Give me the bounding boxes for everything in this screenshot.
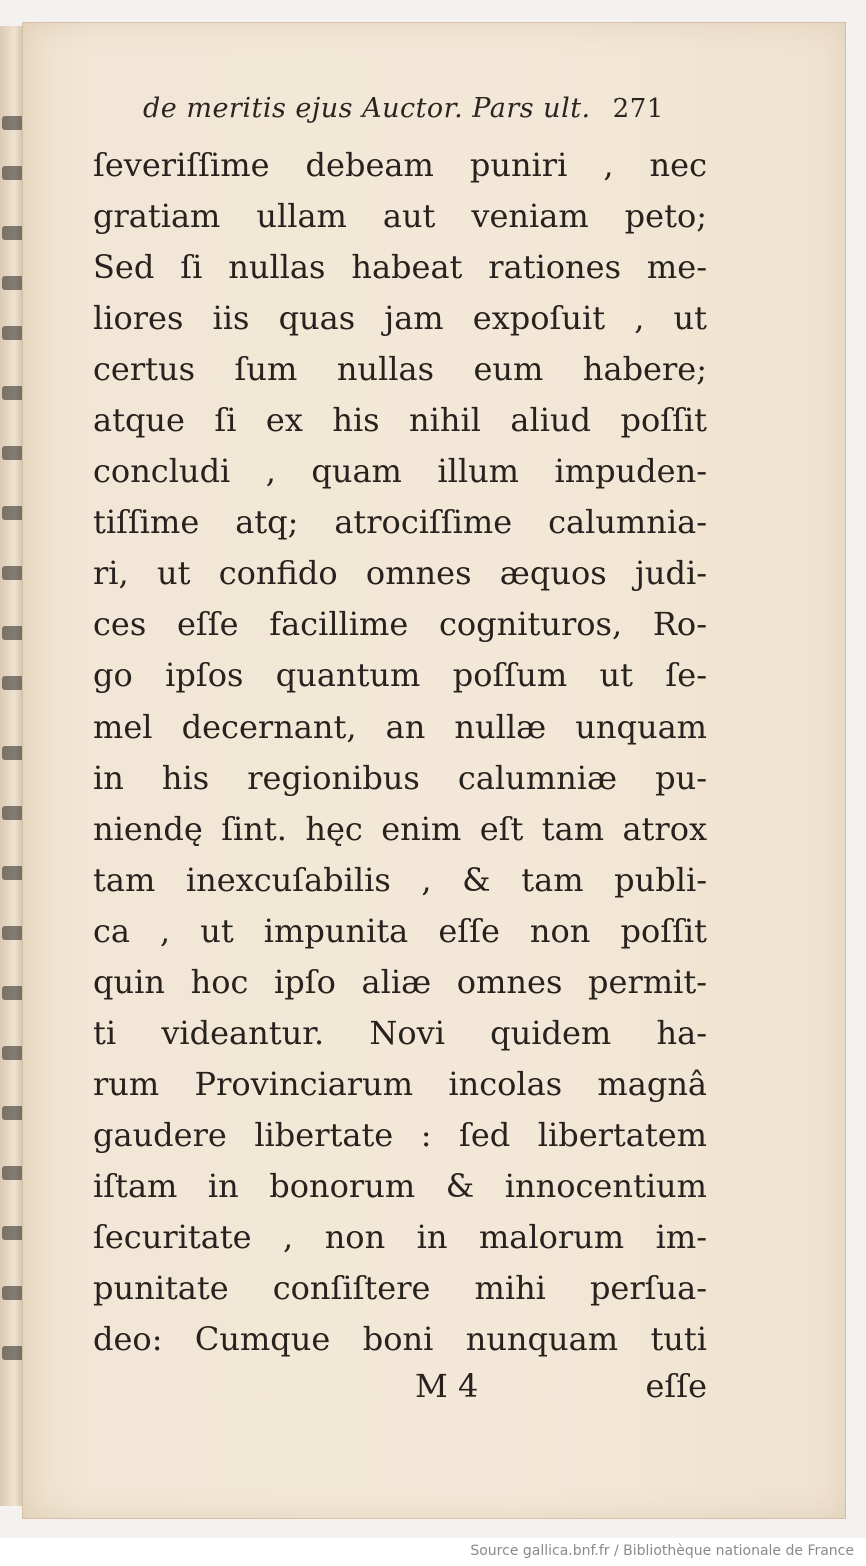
text-line: ſeveriſſime debeam puniri , nec [93,146,707,184]
page-number: 271 [612,94,664,124]
text-line: deo: Cumque boni nunquam tuti [93,1320,707,1359]
text-line: atque ſi ex his nihil aliud poſſit [93,401,707,440]
text-line: ca , ut impunita eſſe non poſſit [93,911,707,950]
text-line: punitate conſiſtere mihi perſua- [93,1269,707,1308]
text-line: in his regionibus calumniæ pu- [93,758,707,797]
text-line: go ipſos quantum poſſum ut ſe- [93,656,707,695]
text-line: iſtam in bonorum & innocentium [93,1166,707,1205]
body-text [93,140,707,1365]
text-line: niendę ſint. hęc enim eſt tam atrox [93,809,707,848]
text-line: Sed ſi nullas habeat rationes me- [93,248,707,287]
text-line: liores iis quas jam expoſuit , ut [93,299,707,338]
book-page [22,22,846,1519]
text-line: ti videantur. Novi quidem ha- [93,1013,707,1052]
source-footer [0,1538,866,1566]
text-line: ri, ut confido omnes æquos judi- [93,554,707,593]
text-line: gratiam ullam aut veniam peto; [93,197,707,236]
page-foot [93,1367,707,1417]
text-line: certus ſum nullas eum habere; [93,350,707,389]
text-line: mel decernant, an nullæ unquam [93,707,707,746]
text-line: ces eſſe facillime cognituros, Ro- [93,605,707,644]
source-credit: Source gallica.bnf.fr / Bibliothèque nationale de France [470,1543,854,1559]
text-line: rum Provinciarum incolas magnâ [93,1064,707,1103]
text-line: concludi , quam illum impuden- [93,452,707,491]
text-line: tam inexcuſabilis , & tam publi- [93,860,707,899]
text-line: quin hoc ipſo aliæ omnes permit- [93,962,707,1001]
text-line: gaudere libertate : ſed libertatem [93,1115,707,1154]
signature-mark: M 4 [415,1367,479,1405]
running-title: de meritis ejus Auctor. Pars ult. [143,93,591,124]
catchword: eſſe [645,1367,707,1405]
text-line: tiſſime atq; atrociſſime calumnia- [93,503,707,542]
running-head [143,93,733,133]
text-line: ſecuritate , non in malorum im- [93,1217,707,1256]
